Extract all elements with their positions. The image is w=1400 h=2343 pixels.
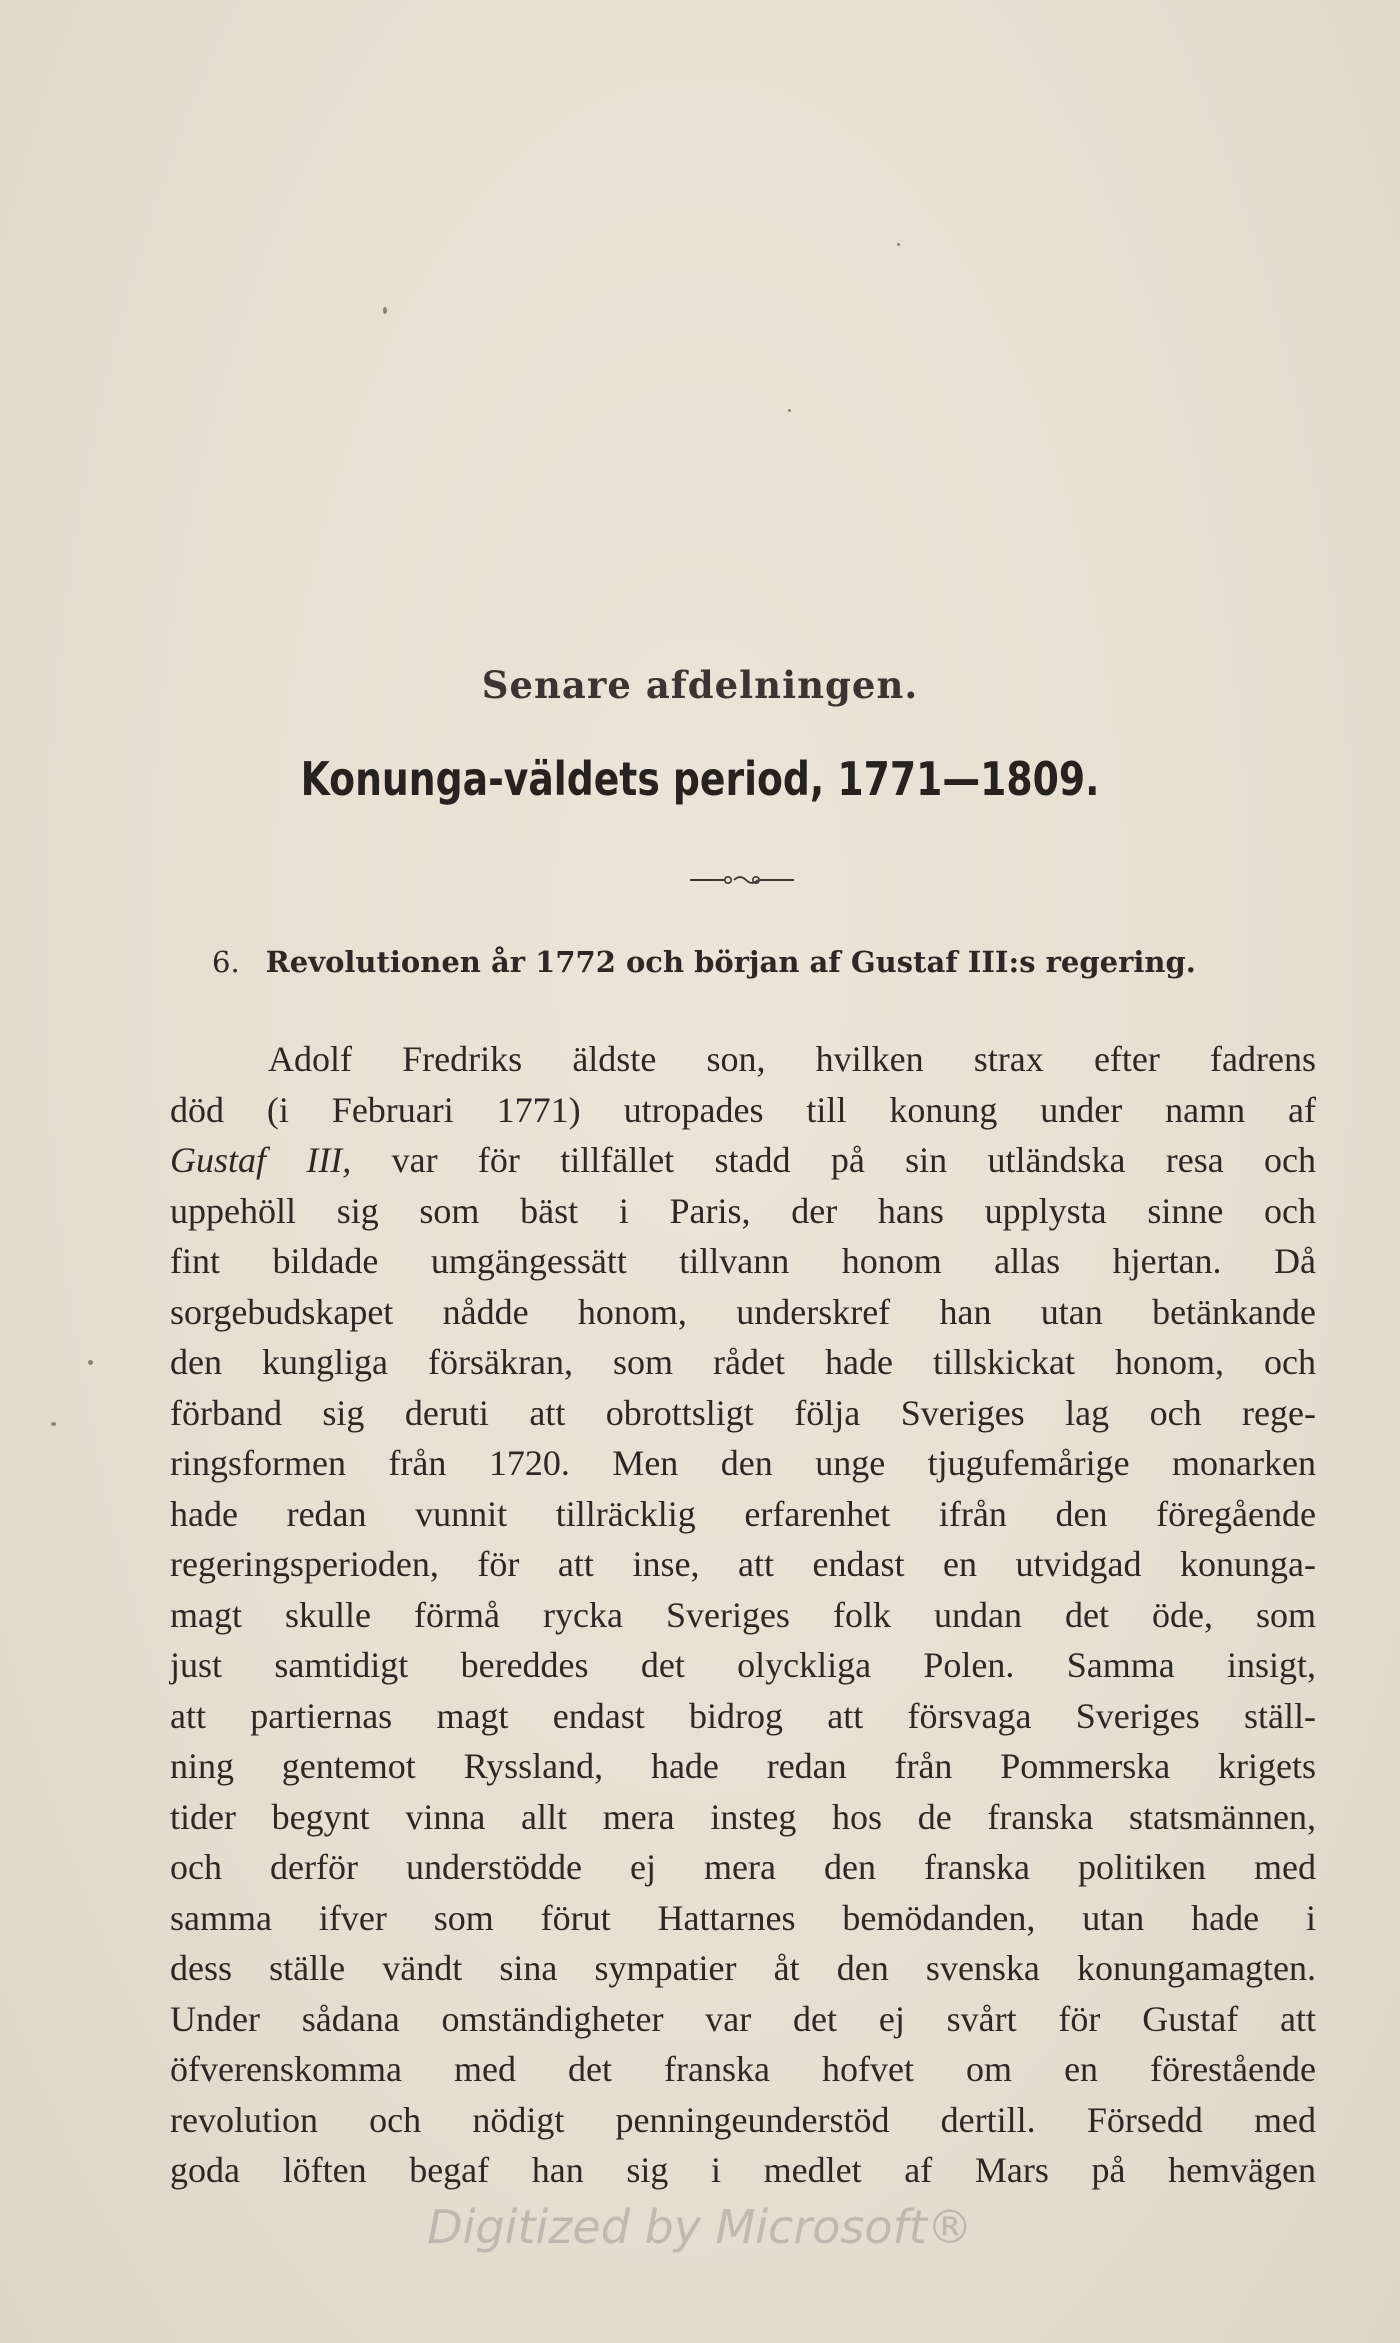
- chapter-number: 6.: [212, 945, 240, 979]
- text-line: [170, 1135, 1316, 1186]
- text-line: öfverenskomma med det franska hofvet om en förestående: [170, 2049, 1316, 2089]
- text-line: revolution och nödigt penningeunderstöd dertill. Försedd med: [170, 2099, 1316, 2140]
- text-line: goda löften begaf han sig i medlet af Mars på hemvägen: [170, 2150, 1316, 2190]
- text-line: regeringsperioden, för att inse, att endast en utvidgad konunga-: [170, 1544, 1316, 1584]
- text-line: förband sig deruti att obrottsligt följa Sveriges lag och rege-: [170, 1392, 1316, 1433]
- king-name: Gustaf III,: [170, 1140, 352, 1180]
- text-line: Under sådana omständigheter var det ej svårt för Gustaf att: [170, 1998, 1316, 2039]
- period-title: Konunga-väldets period, 1771—1809.: [300, 752, 1100, 806]
- paper-speck: [897, 243, 900, 246]
- ornament-divider: [690, 873, 794, 887]
- paper-speck: [788, 409, 791, 412]
- text-line: ringsformen från 1720. Men den unge tjugufemårige monarken: [170, 1443, 1316, 1483]
- text-line: tider begynt vinna allt mera insteg hos de franska statsmännen,: [170, 1796, 1316, 1837]
- text-line: ning gentemot Ryssland, hade redan från Pommerska krigets: [170, 1746, 1316, 1786]
- body-paragraph: [170, 1034, 1316, 2196]
- text-line: fint bildade umgängessätt tillvann honom allas hjertan. Då: [170, 1241, 1316, 1281]
- text-line: sorgebudskapet nådde honom, underskref han utan betänkande: [170, 1291, 1316, 1332]
- text-line: hade redan vunnit tillräcklig erfarenhet ifrån den föregående: [170, 1493, 1316, 1534]
- text-line: och derför understödde ej mera den franska politiken med: [170, 1847, 1316, 1887]
- text-line: den kungliga försäkran, som rådet hade tillskickat honom, och: [170, 1342, 1316, 1382]
- text-line: dess ställe vändt sina sympatier åt den svenska konungamagten.: [170, 1948, 1316, 1988]
- text-line: just samtidigt bereddes det olyckliga Polen. Samma insigt,: [170, 1645, 1316, 1685]
- chapter-title: Revolutionen år 1772 och början af Gustaf III:s regering.: [265, 945, 1196, 979]
- text-line: samma ifver som förut Hattarnes bemödanden, utan hade i: [170, 1897, 1316, 1938]
- paper-speck: [51, 1422, 56, 1426]
- paper-speck: [383, 307, 387, 314]
- digitization-watermark: Digitized by Microsoft®: [427, 2200, 973, 2254]
- text-line: död (i Februari 1771) utropades till konung under namn af: [170, 1089, 1316, 1130]
- chapter-heading: [212, 945, 1332, 979]
- text-line: Adolf Fredriks äldste son, hvilken strax efter fadrens: [268, 1039, 1316, 1079]
- text-line: uppehöll sig som bäst i Paris, der hans upplysta sinne och: [170, 1190, 1316, 1231]
- part-heading: Senare afdelningen.: [481, 663, 919, 707]
- text-line-rest: var för tillfället stadd på sin utländska resa och: [391, 1140, 1317, 1180]
- text-line: att partiernas magt endast bidrog att försvaga Sveriges ställ-: [170, 1695, 1316, 1736]
- paper-speck: [88, 1360, 93, 1365]
- text-line: magt skulle förmå rycka Sveriges folk undan det öde, som: [170, 1594, 1316, 1635]
